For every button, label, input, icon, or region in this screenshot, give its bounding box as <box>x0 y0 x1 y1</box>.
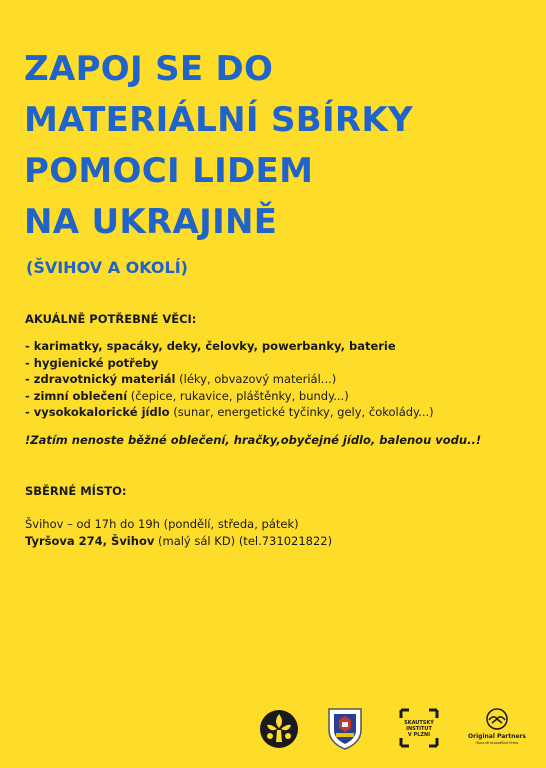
place-address <box>25 533 332 550</box>
scout-lily-logo <box>258 708 300 750</box>
needs-title: AKUÁLNĚ POTŘEBNÉ VĚCI: <box>25 312 197 326</box>
need-item-rest: (léky, obvazový materiál...) <box>175 372 337 386</box>
need-item-bold: - vysokokalorické jídlo <box>25 405 170 419</box>
place-address-rest: (malý sál KD) (tel.731021822) <box>154 534 333 548</box>
original-partners-sub: Obecně prospěšná firma <box>475 741 519 745</box>
headline-line-2: MATERIÁLNÍ SBÍRKY <box>24 100 413 140</box>
place-title: SBĚRNÉ MÍSTO: <box>25 484 127 498</box>
need-item-rest: (sunar, energetické tyčinky, gely, čokolády...) <box>169 405 434 419</box>
skautsky-institut-logo <box>399 708 439 748</box>
skaut-institut-line-1: SKAUTSKÝ <box>404 720 434 726</box>
place-hours: Švihov – od 17h do 19h (pondělí, středa, pátek) <box>25 517 299 531</box>
headline-line-4: NA UKRAJINĚ <box>24 202 278 242</box>
need-item <box>25 404 434 421</box>
headline-subtitle: (ŠVIHOV A OKOLÍ) <box>26 258 188 277</box>
need-item <box>25 355 434 372</box>
original-partners-name: Original Partners <box>468 733 526 740</box>
need-item <box>25 388 434 405</box>
need-item <box>25 371 434 388</box>
need-item-rest: (čepice, rukavice, pláštěnky, bundy...) <box>127 388 349 403</box>
place-address-bold: Tyršova 274, Švihov <box>25 534 155 548</box>
needs-section <box>25 312 434 421</box>
shield-crest-logo <box>326 706 364 750</box>
need-item <box>25 338 434 355</box>
skaut-institut-line-2: INSTITUT <box>406 726 432 732</box>
need-item-bold: - zimní oblečení <box>25 388 128 403</box>
collection-place-section <box>25 483 332 550</box>
headline-line-1: ZAPOJ SE DO <box>24 49 274 89</box>
warning-text: !Zatím nenoste běžné oblečení, hračky,obyčejné jídlo, balenou vodu..! <box>25 433 482 447</box>
skaut-institut-line-3: V PLZNI <box>407 732 431 738</box>
headline <box>24 44 413 248</box>
need-item-bold: - zdravotnický materiál <box>25 372 176 386</box>
need-item-bold: - karimatky, spacáky, deky, čelovky, powerbanky, baterie <box>25 339 396 353</box>
need-item-bold: - hygienické potřeby <box>25 355 159 370</box>
original-partners-logo <box>464 708 530 754</box>
headline-line-3: POMOCI LIDEM <box>24 151 314 191</box>
logos-row <box>0 700 546 760</box>
